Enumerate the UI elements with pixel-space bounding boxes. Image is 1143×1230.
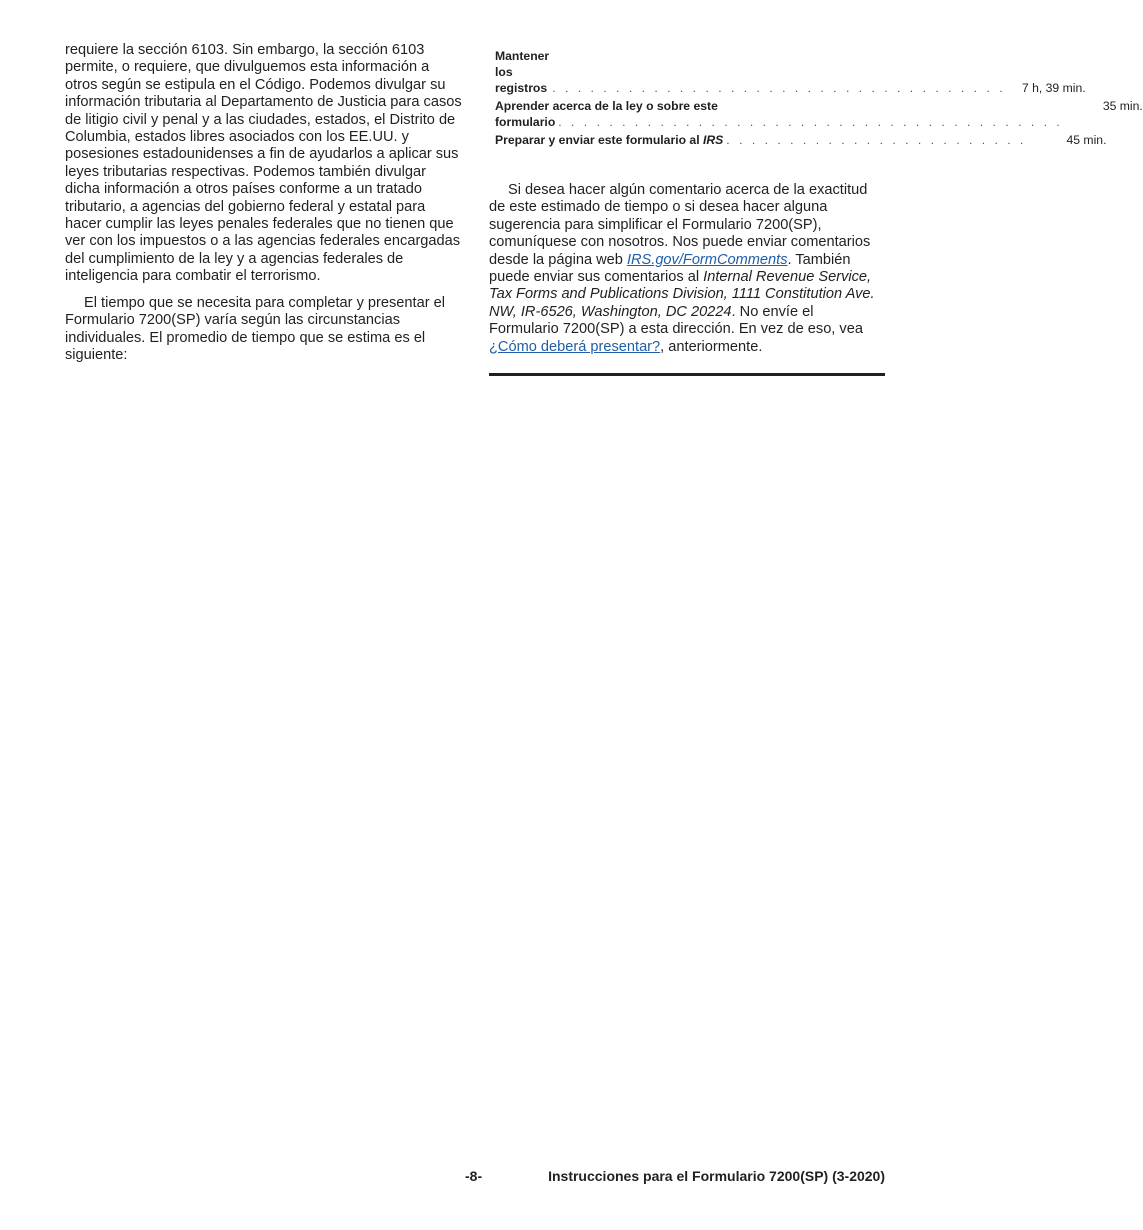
time-label: Mantener los registros: [495, 49, 550, 95]
form-comments-link[interactable]: IRS.gov/FormComments: [626, 251, 788, 268]
time-value: 7 h, 39 min.: [1021, 81, 1086, 95]
time-label-line1: Aprender acerca de la ley o sobre este: [495, 99, 718, 113]
comment-text: Si desea hacer algún comentario acerca de la exactitud de este estimado de tiempo o si desea hacer alguna sugerencia para simplificar el Formulario 7200(SP), comuníquese con nosotros. Nos puede enviar comentarios desde la página web: [489, 182, 871, 268]
time-row-learning: [495, 98, 1143, 130]
document-title: Instrucciones para el Formulario 7200(SP) (3-2020): [548, 1168, 885, 1184]
section-divider: [489, 373, 885, 376]
left-column: [65, 42, 463, 373]
time-row-recordkeeping: [495, 48, 1086, 96]
comment-text: . También puede enviar sus comentarios al: [489, 251, 851, 286]
privacy-paragraph: requiere la sección 6103. Sin embargo, la sección 6103 permite, o requiere, que divulguemos esta información a otros según se estipula en el Código. Podemos divulgar su información tributaria al Departamento de Justicia para casos de litigio civil y penal y a las ciudades, estados, el Distrito de Columbia, estados libres asociados con los EE.UU. y posesiones estadounidenses a fin de ayudarlos a aplicar sus leyes tributarias respectivas. Podemos también divulgar dicha información a otros países conforme a un tratado tributario, a agencias del gobierno federal y estatal para hacer cumplir las leyes penales federales que no tienen que ver con los impuestos o a las agencias federales encargadas del cumplimiento de la ley y a agencias federales de inteligencia para combatir el terrorismo.: [65, 42, 462, 285]
right-column: [489, 48, 1143, 376]
how-to-file-link[interactable]: ¿Cómo deberá presentar?: [489, 338, 661, 355]
page-number: -8-: [465, 1168, 483, 1184]
time-label-irs: IRS: [702, 133, 724, 147]
comment-text: , anteriormente.: [660, 338, 763, 355]
time-intro-paragraph: El tiempo que se necesita para completar y presentar el Formulario 7200(SP) varía según las circunstancias individuales. El promedio de tiempo que se estima es el siguiente:: [65, 294, 445, 363]
leader-dots: . . . . . . . . . . . . . . . . . . . . . . . . . . . . . . . . . . . .: [552, 81, 1006, 95]
time-label-line2: formulario: [495, 115, 556, 129]
time-value: 35 min.: [1102, 99, 1143, 113]
irs-address: Internal Revenue Service, Tax Forms and Publications Division, 1111 Constitution Ave. NW, IR-6526, Washington, DC 20224: [489, 269, 875, 320]
leader-dots: . . . . . . . . . . . . . . . . . . . . . . . . . . . . . . . . . . . . . . . .: [558, 115, 1063, 129]
time-value: 45 min.: [1066, 133, 1107, 147]
leader-dots: . . . . . . . . . . . . . . . . . . . . . . . .: [726, 133, 1027, 147]
time-label: Preparar y enviar este formulario al: [495, 133, 703, 147]
time-row-preparing: [495, 132, 1107, 148]
comment-text: . No envíe el Formulario 7200(SP) a esta dirección. En vez de eso, vea: [489, 303, 863, 338]
time-estimate-table: [495, 48, 1143, 148]
comment-paragraph: [489, 182, 885, 356]
